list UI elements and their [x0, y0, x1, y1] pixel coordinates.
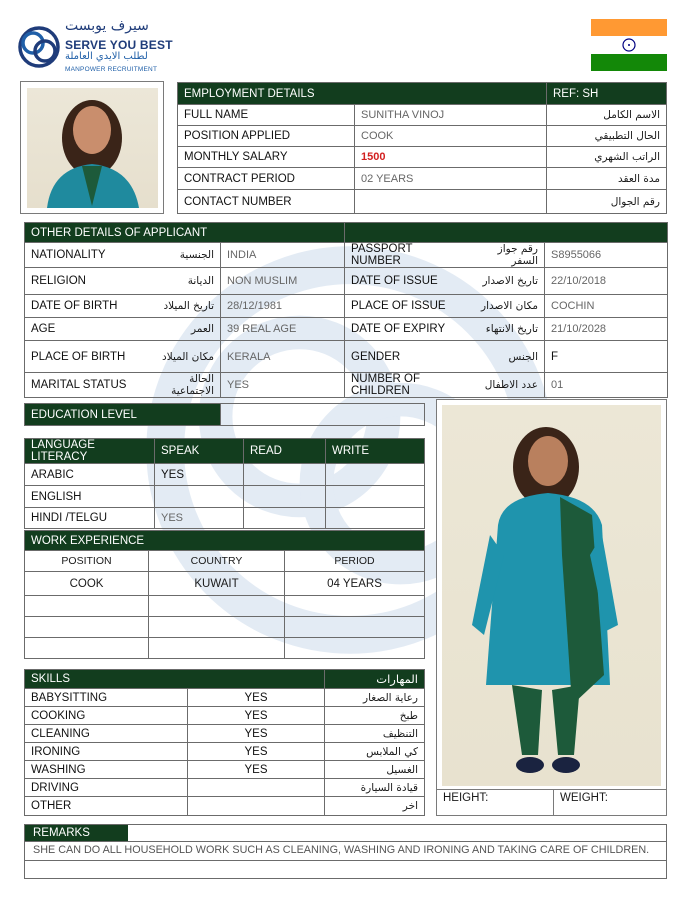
skills-header-arabic: المهارات: [325, 670, 425, 689]
contract-period-value: 02 YEARS: [355, 168, 547, 190]
weight-label: WEIGHT:: [560, 792, 608, 804]
skill-washing: WASHING: [25, 761, 188, 779]
nationality-value: INDIA: [221, 243, 345, 268]
country-column-header: COUNTRY: [149, 551, 285, 572]
hindi-read: [244, 508, 326, 529]
skill-babysitting: BABYSITTING: [25, 689, 188, 707]
place-of-birth-label: PLACE OF BIRTH: [25, 341, 141, 373]
marital-status-value: YES: [221, 373, 345, 398]
full-name-arabic: الاسم الكامل: [547, 105, 667, 126]
arabic-read: [244, 464, 326, 486]
date-of-issue-label: DATE OF ISSUE: [345, 268, 469, 295]
employment-header: EMPLOYMENT DETAILS: [178, 83, 547, 105]
contract-period-label: CONTRACT PERIOD: [178, 168, 355, 190]
skill-ironing: IRONING: [25, 743, 188, 761]
religion-value: NON MUSLIM: [221, 268, 345, 295]
write-header: WRITE: [326, 439, 425, 464]
skill-ironing-value: YES: [188, 743, 325, 761]
work-row-empty: [25, 596, 149, 617]
skill-cleaning-arabic: التنظيف: [325, 725, 425, 743]
passport-number-arabic: رقم جواز السفر: [469, 243, 545, 268]
education-header: EDUCATION LEVEL: [25, 404, 221, 426]
arabic-write: [326, 464, 425, 486]
age-label: AGE: [25, 318, 141, 341]
date-of-expiry-value: 21/10/2028: [545, 318, 668, 341]
language-literacy-header: LANGUAGE LITERACY: [25, 439, 155, 464]
nationality-label: NATIONALITY: [25, 243, 141, 268]
date-of-birth-value: 28/12/1981: [221, 295, 345, 318]
skill-driving: DRIVING: [25, 779, 188, 797]
number-of-children-value: 01: [545, 373, 668, 398]
monthly-salary-arabic: الراتب الشهري: [547, 147, 667, 168]
work-row-empty: [25, 638, 149, 659]
date-of-issue-value: 22/10/2018: [545, 268, 668, 295]
place-of-issue-label: PLACE OF ISSUE: [345, 295, 469, 318]
place-of-birth-value: KERALA: [221, 341, 345, 373]
contact-number-arabic: رقم الجوال: [547, 190, 667, 214]
skill-cleaning-value: YES: [188, 725, 325, 743]
place-of-birth-arabic: مكان الميلاد: [141, 341, 221, 373]
language-arabic: ARABIC: [25, 464, 155, 486]
skill-ironing-arabic: كي الملابس: [325, 743, 425, 761]
skill-cooking-value: YES: [188, 707, 325, 725]
religion-arabic: الديانة: [141, 268, 221, 295]
logo-emblem-icon: [17, 22, 61, 72]
passport-number-label: PASSPORT NUMBER: [345, 243, 469, 268]
full-name-label: FULL NAME: [178, 105, 355, 126]
religion-label: RELIGION: [25, 268, 141, 295]
english-read: [244, 486, 326, 508]
skill-other: OTHER: [25, 797, 188, 816]
place-of-issue-arabic: مكان الاصدار: [469, 295, 545, 318]
other-details-table: [24, 222, 668, 398]
position-applied-arabic: الحال التطبيقي: [547, 126, 667, 147]
language-hindi-telgu: HINDI /TELGU: [25, 508, 155, 529]
date-of-expiry-arabic: تاريخ الانتهاء: [469, 318, 545, 341]
marital-status-label: MARITAL STATUS: [25, 373, 141, 398]
remarks-text: SHE CAN DO ALL HOUSEHOLD WORK SUCH AS CLEANING, WASHING AND IRONING AND TAKING CARE OF CHILDREN.: [25, 842, 666, 861]
work-experience-header: WORK EXPERIENCE: [25, 531, 425, 551]
work-row-empty: [25, 617, 149, 638]
date-of-expiry-label: DATE OF EXPIRY: [345, 318, 469, 341]
employment-details-table: [177, 82, 667, 214]
position-applied-label: POSITION APPLIED: [178, 126, 355, 147]
english-write: [326, 486, 425, 508]
remarks-section: [24, 824, 667, 879]
skill-other-arabic: اخر: [325, 797, 425, 816]
position-applied-value: COOK: [355, 126, 547, 147]
number-of-children-label: NUMBER OF CHILDREN: [345, 373, 469, 398]
person-full-body-icon: [442, 405, 661, 786]
monthly-salary-label: MONTHLY SALARY: [178, 147, 355, 168]
skill-babysitting-value: YES: [188, 689, 325, 707]
speak-header: SPEAK: [155, 439, 244, 464]
skills-table: [24, 669, 425, 816]
india-flag-icon: [591, 19, 667, 71]
skills-header: SKILLS: [25, 670, 325, 689]
hindi-speak: YES: [155, 508, 244, 529]
date-of-birth-label: DATE OF BIRTH: [25, 295, 141, 318]
period-column-header: PERIOD: [285, 551, 425, 572]
skill-washing-arabic: الغسيل: [325, 761, 425, 779]
skill-cleaning: CLEANING: [25, 725, 188, 743]
date-of-birth-arabic: تاريخ الميلاد: [141, 295, 221, 318]
skill-cooking-arabic: طبخ: [325, 707, 425, 725]
gender-label: GENDER: [345, 341, 469, 373]
applicant-photo-small: [20, 81, 164, 214]
work-row-position: COOK: [25, 572, 149, 596]
position-column-header: POSITION: [25, 551, 149, 572]
passport-number-value: S8955066: [545, 243, 668, 268]
skill-babysitting-arabic: رعاية الصغار: [325, 689, 425, 707]
language-english: ENGLISH: [25, 486, 155, 508]
applicant-photo-full: [436, 399, 667, 816]
place-of-issue-value: COCHIN: [545, 295, 668, 318]
date-of-issue-arabic: تاريخ الاصدار: [469, 268, 545, 295]
skill-cooking: COOKING: [25, 707, 188, 725]
person-portrait-icon: [27, 88, 158, 208]
contact-number-value: [355, 190, 547, 214]
age-arabic: العمر: [141, 318, 221, 341]
number-of-children-arabic: عدد الاطفال: [469, 373, 545, 398]
work-row-period: 04 YEARS: [285, 572, 425, 596]
arabic-speak: YES: [155, 464, 244, 486]
other-details-header: OTHER DETAILS OF APPLICANT: [25, 223, 345, 243]
nationality-arabic: الجنسية: [141, 243, 221, 268]
company-logo: [17, 18, 187, 76]
logo-arabic-name: سيرف يوبست: [65, 18, 149, 34]
education-table: [24, 403, 425, 426]
skill-washing-value: YES: [188, 761, 325, 779]
height-label: HEIGHT:: [437, 790, 554, 816]
english-speak: [155, 486, 244, 508]
language-table: [24, 438, 425, 529]
skill-other-value: [188, 797, 325, 816]
full-name-value: SUNITHA VINOJ: [355, 105, 547, 126]
gender-arabic: الجنس: [469, 341, 545, 373]
logo-arabic-subtitle: لطلب الايدي العاملة: [65, 51, 148, 62]
marital-status-arabic: الحالة الاجتماعية: [141, 373, 221, 398]
logo-english-name: SERVE YOU BEST: [65, 38, 173, 52]
monthly-salary-value: 1500: [355, 147, 547, 168]
age-value: 39 REAL AGE: [221, 318, 345, 341]
work-experience-table: [24, 530, 425, 659]
read-header: READ: [244, 439, 326, 464]
contract-period-arabic: مدة العقد: [547, 168, 667, 190]
contact-number-label: CONTACT NUMBER: [178, 190, 355, 214]
work-row-country: KUWAIT: [149, 572, 285, 596]
remarks-header: REMARKS: [25, 825, 128, 841]
hindi-write: [326, 508, 425, 529]
logo-subtitle: MANPOWER RECRUITMENT: [65, 66, 158, 73]
skill-driving-value: [188, 779, 325, 797]
skill-driving-arabic: قيادة السيارة: [325, 779, 425, 797]
gender-value: F: [545, 341, 668, 373]
employment-ref: REF: SH: [547, 83, 667, 105]
education-value: [221, 404, 425, 426]
